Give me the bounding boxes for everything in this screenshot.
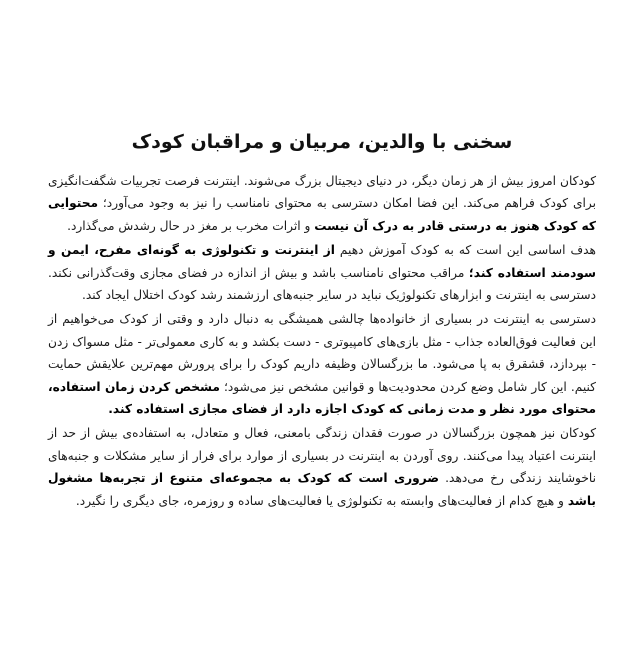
document-title: سخنی با والدین، مربیان و مراقبان کودک bbox=[131, 131, 513, 153]
bold-text: ضروری است که کودک به مجموعه‌ای متنوع از تجربه‌ها مشغول باشد bbox=[48, 471, 596, 508]
paragraph-text: کودکان نیز همچون بزرگسالان در صورت فقدان زندگی بامعنی، فعال و متعادل، به استفاده‌ی بیش از حد از اینترنت اعتیاد پیدا می‌کنند. روی آوردن به اینترنت در بسیاری از موارد برای فرار از سایر مشکلات و جنبه‌های ناخوشایند زندگی رخ می‌دهد. bbox=[48, 426, 596, 486]
paragraph-text: و هیچ کدام از فعالیت‌های وابسته به تکنولوژی یا فعالیت‌های ساده و روزمره، جای دیگری را نگیرد. bbox=[75, 493, 568, 508]
paragraph-text: دسترسی به اینترنت در بسیاری از خانواده‌ها چالشی همیشگی به دنبال دارد و وقتی از کودک می‌خواهیم از این فعالیت فوق‌العاده جذاب - مثل بازی‌های کامپیوتری - دست بکشد و به کاری معمولی‌تر - مثل مسواک زدن - بپردازد، قشقرق به پا می‌شود. ما بزرگسالان وظیفه داریم کودک را برای پرورش مهم‌ترین علایقش حمایت کنیم. این کار شامل وضع کردن محدودیت‌ها و قوانین مشخص نیز می‌شود؛ bbox=[48, 312, 596, 394]
bold-text: محتوایی که کودک هنوز به درستی قادر به درک آن نیست bbox=[48, 196, 596, 233]
paragraph bbox=[48, 308, 596, 420]
paragraph-list bbox=[48, 170, 596, 512]
document-body bbox=[48, 128, 596, 514]
paragraph bbox=[48, 239, 596, 306]
paragraph-text: مراقب محتوای نامناسب باشد و بیش از اندازه در فضای مجازی وقت‌گذرانی نکند. دسترسی به اینترنت و ابزارهای تکنولوژیک نباید در سایر جنبه‌های ارزشمند رشد کودک اختلال ایجاد کند. bbox=[48, 265, 596, 303]
paragraph bbox=[48, 170, 596, 237]
paragraph-text: کودکان امروز بیش از هر زمان دیگر، در دنیای دیجیتال بزرگ می‌شوند. اینترنت فرصت تجربیات شگفت‌انگیزی برای کودک فراهم می‌کند. این فضا امکان دسترسی به محتوای نامناسب را نیز به وجود می‌آورد؛ bbox=[48, 174, 596, 211]
bold-text: مشخص کردن زمان استفاده، محتوای مورد نظر و مدت زمانی که کودک اجازه دارد از فضای مجازی استفاده کند. bbox=[48, 379, 596, 417]
paragraph bbox=[48, 422, 596, 512]
bold-text: از اینترنت و تکنولوژی به گونه‌ای مفرح، ایمن و سودمند استفاده کند؛ bbox=[48, 243, 596, 280]
paragraph-text: و اثرات مخرب بر مغز در حال رشدش می‌گذارد. bbox=[67, 218, 315, 233]
paragraph-text: هدف اساسی این است که به کودک آموزش دهیم bbox=[334, 243, 596, 258]
